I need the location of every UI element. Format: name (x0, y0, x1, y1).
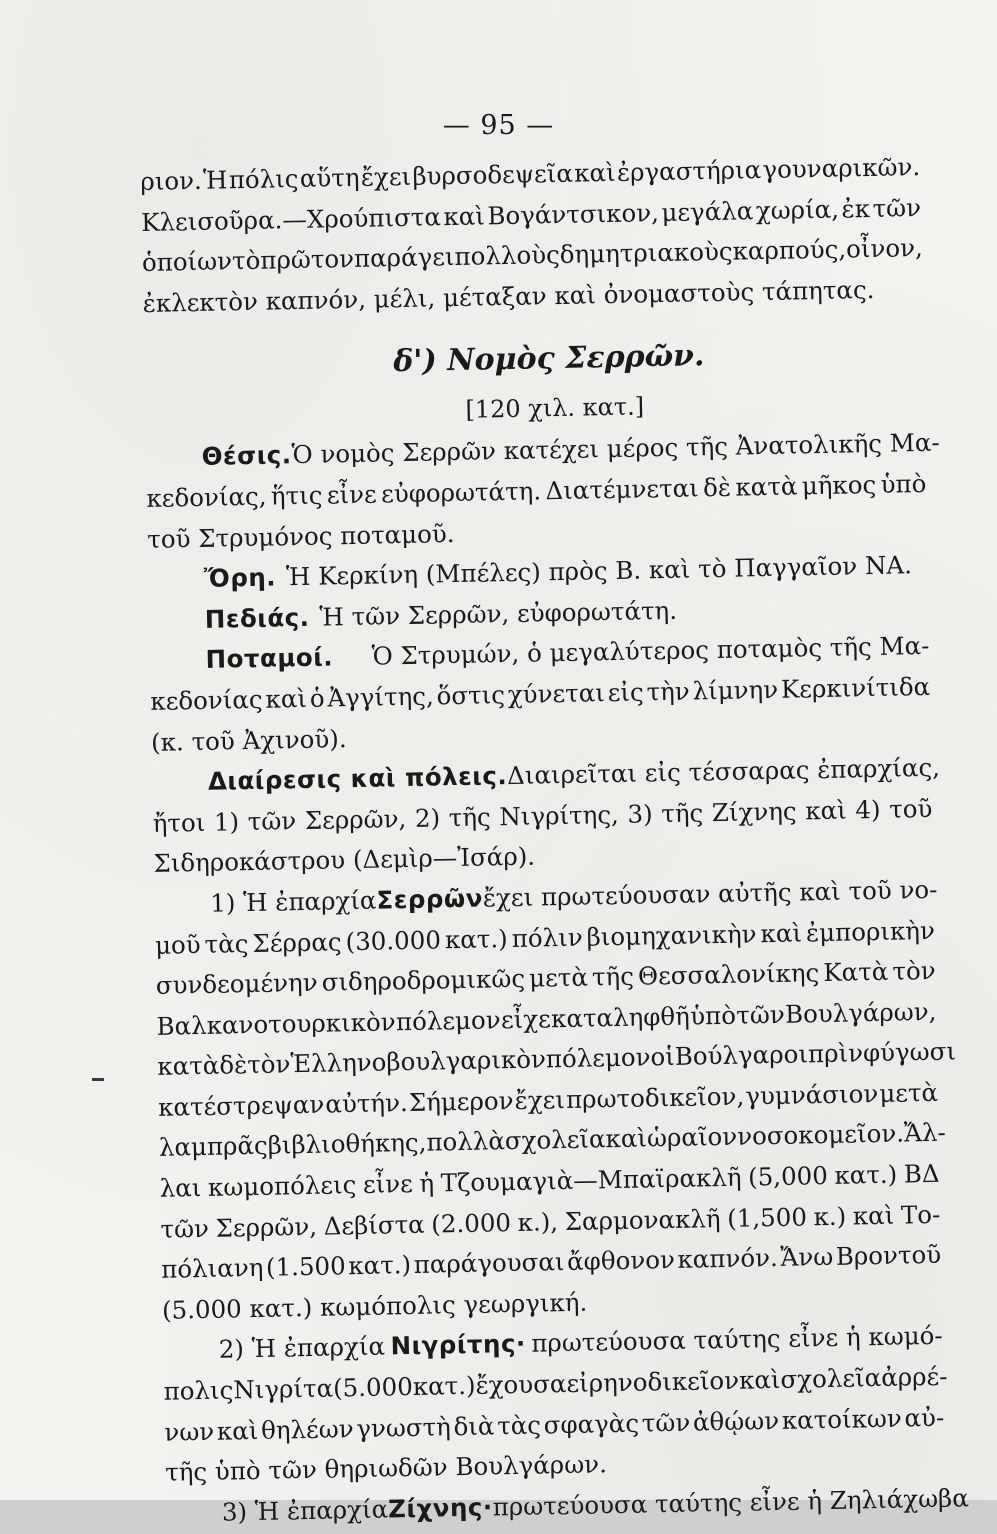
word: μῆκος (801, 469, 877, 501)
word: παράγει (353, 242, 455, 274)
word: σιδηροδρομικῶς (321, 963, 526, 997)
word: κατ.) (348, 1250, 412, 1281)
word: τὸ (231, 245, 261, 276)
word: μετὰ (879, 1077, 939, 1108)
word: Ἀγγίτης, (327, 681, 435, 713)
inline-label: Νιγρίτης· (390, 1329, 527, 1361)
word: λαι (159, 1173, 202, 1203)
word: τὴν (646, 676, 690, 707)
word: ἔχει (360, 161, 412, 192)
word: συνδεομένην (155, 967, 318, 1000)
word: εἰρηνοδικεῖον (566, 1365, 740, 1399)
line-text: Ἡ Κερκίνη (Μπέλες) πρὸς Β. καὶ τὸ Παγγαῖον ΝΑ. (285, 550, 913, 592)
word: καὶ (573, 157, 616, 188)
word: τῶν (247, 805, 297, 836)
word: σχολεῖα (780, 1363, 882, 1394)
word: διὰ (453, 1411, 495, 1441)
word: ὁ (309, 683, 325, 713)
line-text: Ὁ νομὸς Σερρῶν κατέχει μέρος τῆς Ἀνατολικῆς Μα- (291, 428, 940, 470)
word: ὁποίων (141, 246, 233, 278)
word: πρῶτον (260, 244, 355, 275)
word: καταληφθῆ (550, 1001, 691, 1033)
word: 4) (855, 794, 881, 825)
word: πόλις (228, 163, 299, 195)
word: δημητριακοὺς (559, 236, 733, 270)
word: μοῦ (154, 929, 201, 960)
word: ἐκ (841, 193, 871, 224)
word: 1) (213, 806, 240, 837)
word: 2) (414, 803, 441, 833)
line-text: 3) Ἡ ἐπαρχία (221, 1494, 389, 1527)
word: καὶ (738, 1364, 781, 1395)
word: λαμπρᾶς (158, 1131, 268, 1163)
word: νοσοκομεῖον. (736, 1118, 905, 1152)
margin-mark (92, 1078, 104, 1081)
word: αὕτη (299, 162, 360, 193)
word: πρωτοδικεῖον, (565, 1081, 745, 1114)
line-text: (5.000 κατ.) κωμόπολις γεωργική. (161, 1287, 588, 1325)
inline-label: Ζίχνης· (387, 1492, 493, 1524)
word: ριον. (140, 165, 203, 196)
word: (2.000 (430, 1207, 512, 1239)
word: ὑπὸ (880, 468, 927, 499)
line-text: ἔχει πρωτεύουσαν αὐτῆς καὶ τοῦ νο- (482, 874, 938, 913)
word: αὐ- (904, 1402, 945, 1433)
word: πολλοὺς (454, 240, 561, 272)
word: Τζουμαγιὰ—Μπαϊρακλῆ (440, 1162, 742, 1198)
word: καπνόν. (677, 1243, 779, 1275)
word: βυρσοδεψεῖα (412, 158, 574, 191)
word: Ἡ (202, 165, 228, 195)
word: γνωστὴ (356, 1411, 452, 1443)
line-text: τῆς ὑπὸ τῶν θηριωδῶν Βουλγάρων. (164, 1449, 608, 1487)
line-text: πρωτεύουσα ταύτης εἶνε ἡ κωμό- (531, 1321, 943, 1359)
word: Διατέμνεται (545, 473, 700, 506)
word: μετὰ (528, 962, 589, 993)
word: τῆς (448, 802, 491, 832)
line-text: ἐκλεκτὸν καπνόν, μέλι, μέταξαν καὶ ὀνομαστοὺς τάπητας. (142, 274, 875, 318)
word: πόλιανη (160, 1253, 264, 1285)
word: (5.000 (332, 1372, 414, 1403)
word: ἤτοι (152, 807, 206, 838)
word: Βογάντσικον, (487, 197, 660, 230)
word: ὑπὸ (689, 1000, 737, 1031)
word: πολις (163, 1375, 234, 1406)
word: τὸν (892, 955, 936, 986)
word: εὐφορωτάτη. (380, 476, 542, 509)
word: χωρία, (755, 194, 840, 225)
word: μεγάλα (661, 195, 754, 227)
word: βιβλιοθήκης, (267, 1128, 427, 1161)
word: οἱ (650, 1042, 676, 1072)
line-text: Σιδηροκάστρου (Δεμὶρ—Ἰσάρ). (153, 841, 536, 879)
word: ἔχουσα (475, 1369, 567, 1400)
word: τὰς (204, 928, 249, 959)
word: τῶν (872, 192, 922, 223)
section-title: δ') Νομὸς Σερρῶν. (392, 338, 705, 380)
word: κατ.) (834, 1159, 898, 1190)
word: ἡ (419, 1168, 435, 1198)
word: καὶ (216, 1415, 259, 1446)
word: (1.500 (265, 1251, 346, 1283)
word: πόλεμον (395, 1004, 501, 1036)
word: ἥτις (270, 480, 323, 511)
word: Ἄλ- (903, 1118, 947, 1148)
word: αὐτήν. (325, 1087, 409, 1119)
line-text: (κ. τοῦ Ἀχινοῦ). (150, 723, 347, 757)
word: ἐμπορικὴν (805, 915, 936, 947)
inline-label: Ὄρη. (203, 562, 277, 594)
word: Σερρῶν, (215, 1211, 318, 1243)
word: τῆς (591, 961, 635, 992)
word: καὶ (265, 683, 308, 714)
line-text: Ἡ τῶν Σερρῶν, εὐφορωτάτη. (319, 595, 678, 632)
word: εἶχε (500, 1003, 552, 1034)
word: ἔχει (514, 1084, 566, 1115)
inline-label: Ποταμοί. (205, 642, 334, 675)
word: κεδονίας (150, 684, 263, 716)
line-text: Διαιρεῖται εἰς τέσσαρας ἐπαρχίας, (506, 752, 941, 791)
word: εἶνε (326, 479, 377, 510)
word: δὲ (702, 472, 732, 503)
word: παράγουσαι (413, 1247, 565, 1280)
word: 3) (627, 799, 653, 829)
word: βιομηχανικὴν (586, 918, 757, 952)
word: καὶ (804, 795, 848, 826)
word: κ.), (517, 1206, 559, 1237)
word: δὲ (219, 1050, 248, 1080)
inline-label: Πεδιάς. (204, 602, 310, 634)
word: καὶ (443, 200, 486, 231)
word: κατέστρεψαν (157, 1089, 325, 1122)
inline-label: Διαίρεσις καὶ πόλεις. (207, 761, 508, 796)
word: πρὶν (807, 1038, 864, 1069)
word: ὅστις (436, 680, 506, 711)
word: τῶν (735, 999, 785, 1030)
word: ἀθῴων (692, 1405, 780, 1437)
word: καρπούς, (732, 234, 847, 266)
word: κατ.) (444, 923, 508, 954)
word: ἄφθονον (566, 1245, 676, 1277)
word: γυμνάσιον (745, 1078, 879, 1111)
word: τῶν (641, 1407, 691, 1438)
word: Βούλγαροι (674, 1039, 809, 1072)
word: Ζίχνης (711, 796, 797, 827)
word: χύνεται (507, 678, 606, 709)
word: Ἄνω (780, 1242, 834, 1273)
line-text: 1) Ἡ ἐπαρχία (209, 885, 377, 918)
word: πόλεμον (545, 1042, 651, 1074)
word: θηλέων (260, 1413, 354, 1445)
word: Σήμερον (408, 1085, 514, 1117)
word: πολλὰ (426, 1126, 506, 1158)
word: κεδονίας, (146, 481, 267, 513)
word: κατοίκων (781, 1403, 903, 1435)
word: τοῦ (888, 793, 933, 824)
word: πόλιν (511, 922, 583, 953)
word: σχολεῖα (504, 1124, 606, 1156)
word: κατ.) (412, 1370, 476, 1402)
word: Σαρμονακλῆ (564, 1203, 721, 1236)
word: Νιγρίτα (233, 1373, 334, 1405)
word: ἀρρέ- (880, 1361, 948, 1393)
word: τὰς (496, 1410, 542, 1440)
page-number: — 95 — (442, 110, 555, 141)
word: νων (164, 1416, 215, 1447)
word: (30.000 (345, 924, 442, 956)
word: καὶ (852, 1200, 895, 1231)
line-text: Ὁ Στρυμών, ὁ μεγαλύτερος ποταμὸς τῆς Μα- (371, 631, 930, 671)
word: Σέρρας (252, 926, 342, 958)
word: γουναρικῶν. (762, 152, 921, 185)
word: Νιγρίτης, (499, 799, 620, 831)
word: Κλεισοῦρα.—Χρούπιστα (140, 201, 442, 237)
line-text: πρωτεύουσα ταύτης εἶνε ἡ Ζηλιάχωβα (492, 1483, 970, 1522)
inline-label: Σερρῶν (376, 883, 484, 915)
word: Βροντοῦ (835, 1240, 942, 1272)
word: Κερκινίτιδα (780, 671, 931, 704)
word: καὶ (605, 1123, 648, 1154)
word: Βουλγάρων, (784, 996, 937, 1029)
word: Ἑλληνοβουλγαρικὸν (290, 1044, 547, 1079)
word: (5,000 (747, 1161, 829, 1192)
word: Θεσσαλονίκης (637, 958, 820, 991)
word: λίμνην (692, 674, 779, 706)
word: τῶν (160, 1213, 210, 1244)
word: ἐργαστήρια (616, 155, 762, 187)
word: ὡραῖον (646, 1122, 738, 1153)
word: φύγωσι (862, 1036, 957, 1068)
word: (1,500 (726, 1202, 808, 1233)
word: Το- (900, 1199, 941, 1230)
body-text (140, 147, 970, 1534)
section-subtitle: [120 χιλ. κατ.] (465, 392, 645, 425)
word: Κατὰ (823, 956, 889, 988)
word: εἶνε (362, 1169, 414, 1199)
word: οἶνον, (845, 233, 924, 264)
word: κατὰ (735, 471, 798, 502)
word: σφαγὰς (543, 1408, 640, 1440)
word: ΒΔ (903, 1158, 940, 1189)
word: Δεβίστα (323, 1209, 425, 1241)
word: Βαλκανοτουρκικὸν (156, 1006, 396, 1041)
word: κ.) (813, 1201, 847, 1231)
word: καὶ (760, 917, 803, 948)
word: τῆς (660, 798, 704, 828)
line-text: 2) Ἡ ἐπαρχία (218, 1331, 386, 1365)
word: Σερρῶν, (304, 803, 407, 835)
line-text: τοῦ Στρυμόνος ποταμοῦ. (146, 518, 455, 554)
word: εἰς (607, 677, 644, 708)
word: κωμοπόλεις (207, 1170, 357, 1202)
inline-label: Θέσις. (201, 440, 292, 472)
word: τὸν (246, 1049, 291, 1080)
word: κατὰ (157, 1050, 220, 1082)
